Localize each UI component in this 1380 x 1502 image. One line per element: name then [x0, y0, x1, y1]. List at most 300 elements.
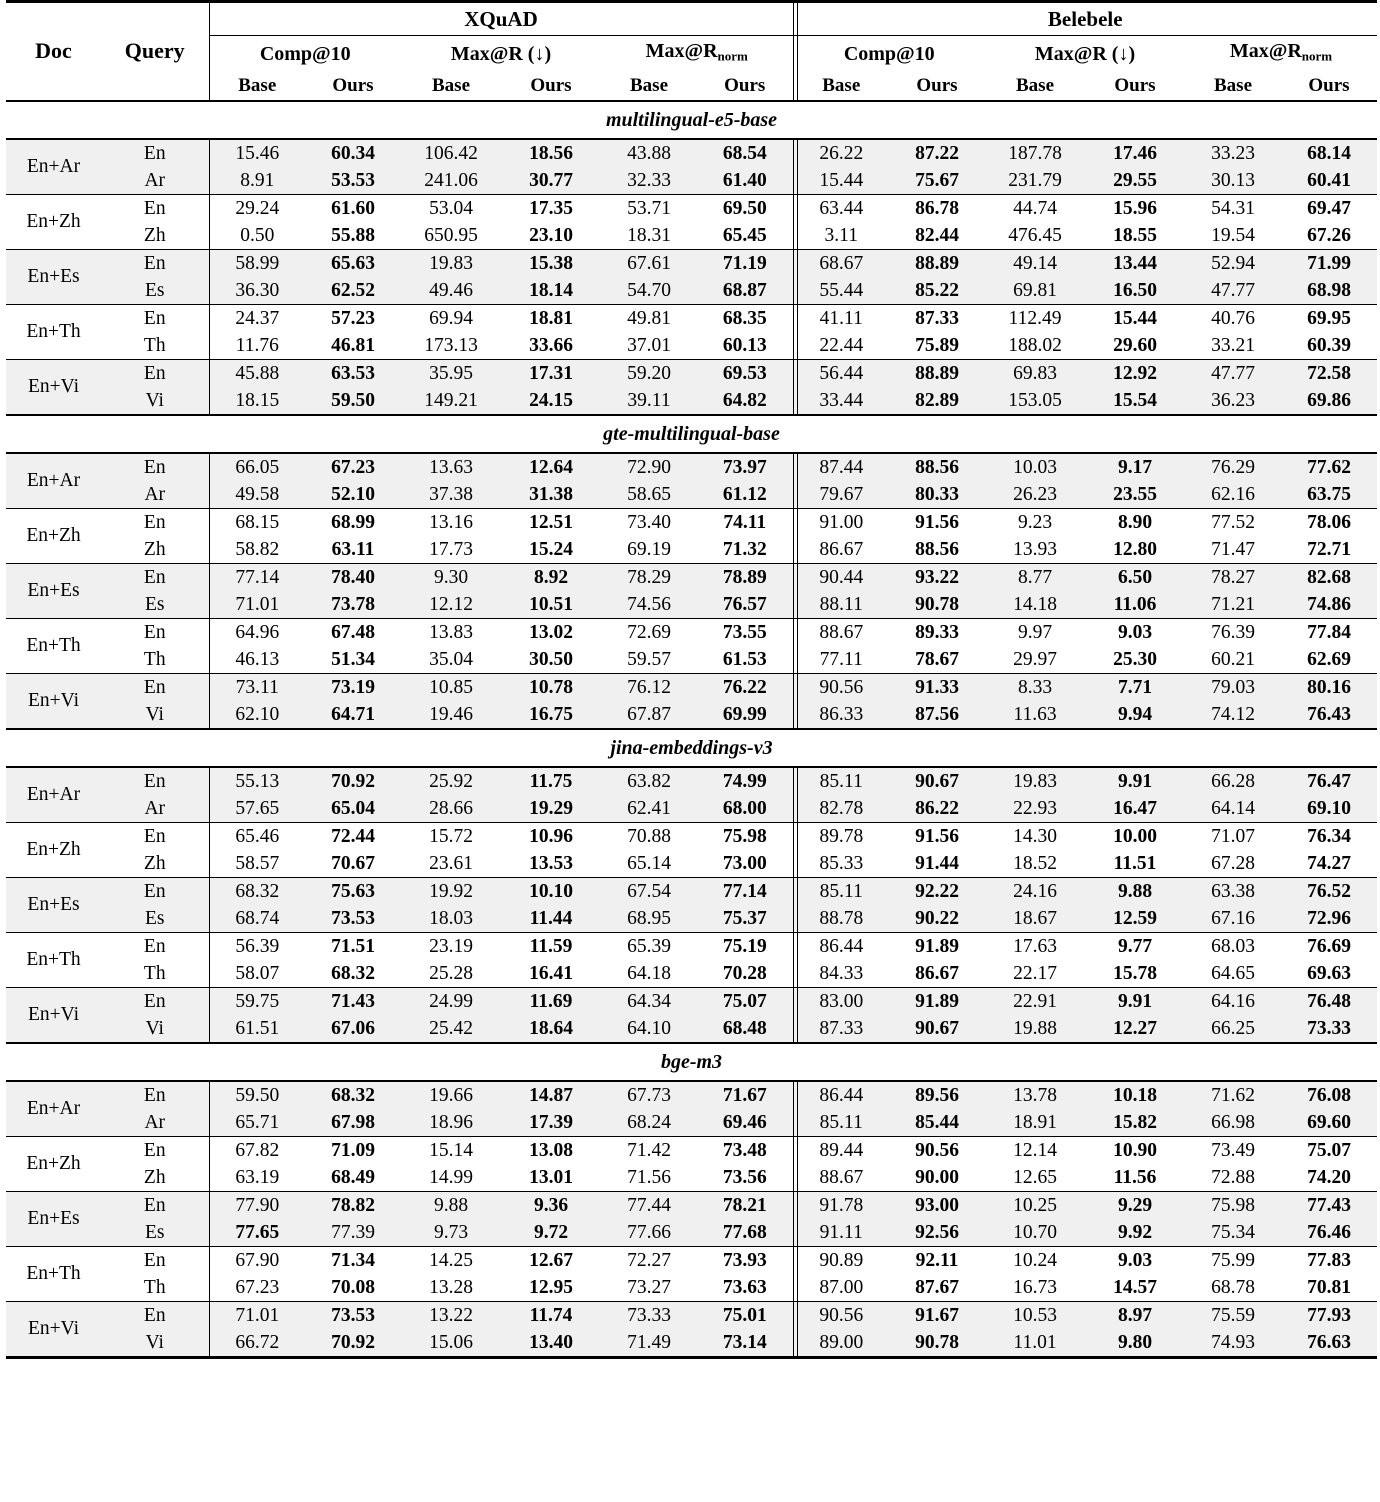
data-cell: 88.67 [793, 618, 889, 646]
data-cell: 65.46 [209, 822, 305, 850]
table-row [6, 1081, 1377, 1109]
data-cell: 43.88 [601, 139, 697, 167]
data-cell: 10.90 [1113, 1139, 1157, 1161]
data-cell: 74.27 [1307, 852, 1351, 874]
data-cell: 18.81 [529, 307, 573, 329]
data-cell: 73.11 [209, 673, 305, 701]
data-cell: 69.60 [1281, 1109, 1377, 1136]
data-cell: 60.34 [305, 139, 401, 167]
data-cell: 61.51 [209, 1015, 305, 1042]
data-cell: 15.44 [793, 167, 889, 194]
data-cell: 77.65 [209, 1219, 305, 1246]
data-cell: 14.18 [985, 591, 1085, 618]
data-cell: 70.92 [305, 767, 401, 795]
data-cell: 91.89 [915, 935, 959, 957]
table-row [6, 536, 1377, 563]
data-cell: 9.80 [1085, 1329, 1185, 1356]
table-row [6, 249, 1377, 277]
data-cell: 16.75 [501, 701, 601, 728]
data-cell: 86.44 [793, 1081, 889, 1109]
data-cell: 71.51 [331, 935, 375, 957]
data-cell: 73.53 [305, 1301, 401, 1329]
row-header-query: En [101, 1301, 209, 1329]
data-cell: 73.97 [697, 453, 793, 481]
data-cell: 74.86 [1281, 591, 1377, 618]
data-cell: 67.06 [305, 1015, 401, 1042]
data-cell: 71.01 [209, 1301, 305, 1329]
data-cell: 86.44 [793, 932, 889, 960]
data-cell: 106.42 [401, 139, 501, 167]
table-row [6, 960, 1377, 987]
data-cell: 18.96 [401, 1109, 501, 1136]
row-header-query: En [101, 453, 209, 481]
data-cell: 14.87 [501, 1081, 601, 1109]
data-cell: 18.15 [209, 387, 305, 414]
row-header-query: En [143, 1249, 166, 1271]
data-cell: 90.89 [793, 1246, 889, 1274]
row-header-query: En [101, 987, 209, 1015]
data-cell: 68.87 [697, 277, 793, 304]
data-cell: 76.57 [697, 591, 793, 618]
table-row [6, 701, 1377, 728]
data-cell: 89.00 [793, 1329, 889, 1356]
data-cell: 77.90 [209, 1191, 305, 1219]
data-cell: 75.37 [697, 905, 793, 932]
row-header-query: En [143, 825, 166, 847]
data-cell: 17.39 [501, 1109, 601, 1136]
data-cell: 76.48 [1281, 987, 1377, 1015]
data-cell: 17.46 [1085, 139, 1185, 167]
data-cell: 90.56 [915, 1139, 959, 1161]
metric-header-belebele-maxrnorm: $Max@R_{norm}$ [1185, 36, 1377, 72]
data-cell: 85.44 [889, 1109, 985, 1136]
data-cell: 89.44 [793, 1136, 889, 1164]
data-cell: 60.39 [1307, 334, 1351, 356]
data-cell: 9.91 [1085, 987, 1185, 1015]
data-cell: 10.18 [1085, 1081, 1185, 1109]
subcol-header-ours: Ours [530, 74, 572, 96]
table-row [6, 591, 1377, 618]
data-cell: 63.11 [331, 538, 375, 560]
data-cell: 64.82 [697, 387, 793, 414]
data-cell: 12.51 [529, 511, 573, 533]
data-cell: 56.44 [793, 359, 889, 387]
data-cell: 77.68 [697, 1219, 793, 1246]
row-header-doc: En+Ar [6, 1081, 101, 1136]
row-header-doc: En+Th [26, 948, 81, 970]
row-header-doc: En+Ar [6, 453, 101, 508]
data-cell: 29.60 [1113, 334, 1157, 356]
data-cell: 17.63 [1013, 935, 1057, 957]
data-cell: 89.33 [915, 621, 959, 643]
data-cell: 80.16 [1281, 673, 1377, 701]
table-row [6, 1301, 1377, 1329]
data-cell: 44.74 [1013, 197, 1057, 219]
data-cell: 74.12 [1185, 701, 1281, 728]
row-header-query: Vi [101, 1015, 209, 1042]
data-cell: 56.39 [209, 932, 305, 960]
data-cell: 91.56 [915, 825, 959, 847]
data-cell: 90.22 [889, 905, 985, 932]
data-cell: 13.83 [429, 621, 473, 643]
data-cell: 62.41 [601, 795, 697, 822]
data-cell: 10.51 [501, 591, 601, 618]
data-cell: 9.29 [1085, 1191, 1185, 1219]
data-cell: 67.87 [601, 701, 697, 728]
data-cell: 15.72 [429, 825, 473, 847]
row-header-doc: En+Vi [6, 359, 101, 414]
data-cell: 76.39 [1211, 621, 1255, 643]
data-cell: 60.21 [1211, 648, 1255, 670]
data-cell: 23.55 [1085, 481, 1185, 508]
data-cell: 71.62 [1185, 1081, 1281, 1109]
data-cell: 8.77 [985, 563, 1085, 591]
data-cell: 18.56 [501, 139, 601, 167]
row-header-query: En [143, 511, 166, 533]
data-cell: 70.92 [305, 1329, 401, 1356]
data-cell: 24.16 [985, 877, 1085, 905]
data-cell: 91.11 [793, 1219, 889, 1246]
data-cell: 53.04 [429, 197, 473, 219]
table-row [6, 850, 1377, 877]
data-cell: 11.63 [985, 701, 1085, 728]
row-header-query: Vi [101, 701, 209, 728]
data-cell: 12.65 [1013, 1166, 1057, 1188]
data-cell: 72.27 [627, 1249, 671, 1271]
metric-header-xquad-maxrnorm: $Max@R_{norm}$ [601, 36, 793, 72]
data-cell: 13.40 [501, 1329, 601, 1356]
data-cell: 37.01 [627, 334, 671, 356]
data-cell: 14.57 [1113, 1276, 1157, 1298]
data-cell: 16.73 [1013, 1276, 1057, 1298]
data-cell: 7.71 [1085, 673, 1185, 701]
data-cell: 13.01 [529, 1166, 573, 1188]
table-row [6, 304, 1377, 332]
data-cell: 72.44 [331, 825, 375, 847]
data-cell: 66.28 [1185, 767, 1281, 795]
subcol-header-ours: Ours [1308, 74, 1350, 96]
table-row [6, 1329, 1377, 1356]
data-cell: 58.99 [209, 249, 305, 277]
data-cell: 11.74 [501, 1301, 601, 1329]
data-cell: 69.94 [429, 307, 473, 329]
data-cell: 93.00 [889, 1191, 985, 1219]
data-cell: 11.06 [1085, 591, 1185, 618]
data-cell: 80.33 [889, 481, 985, 508]
data-cell: 87.67 [915, 1276, 959, 1298]
row-header-doc: En+Vi [6, 673, 101, 728]
data-cell: 22.91 [985, 987, 1085, 1015]
data-cell: 23.61 [429, 852, 473, 874]
data-cell: 49.46 [401, 277, 501, 304]
data-cell: 73.78 [305, 591, 401, 618]
data-cell: 76.08 [1281, 1081, 1377, 1109]
table-row [6, 387, 1377, 414]
table-row [6, 1191, 1377, 1219]
row-header-query: En [143, 935, 166, 957]
data-cell: 18.31 [627, 224, 671, 246]
data-cell: 68.78 [1211, 1276, 1255, 1298]
data-cell: 74.93 [1185, 1329, 1281, 1356]
data-cell: 10.70 [985, 1219, 1085, 1246]
row-header-query: En [101, 767, 209, 795]
row-header-query: Th [143, 334, 166, 356]
data-cell: 19.92 [401, 877, 501, 905]
data-cell: 86.67 [793, 536, 889, 563]
data-cell: 77.14 [697, 877, 793, 905]
data-cell: 83.00 [793, 987, 889, 1015]
data-cell: 62.10 [209, 701, 305, 728]
data-cell: 91.44 [915, 852, 959, 874]
data-cell: 70.28 [722, 962, 767, 984]
subcol-header-ours: Ours [724, 74, 766, 96]
data-cell: 18.64 [501, 1015, 601, 1042]
table-row [6, 1219, 1377, 1246]
row-header-query: En [101, 673, 209, 701]
data-cell: 86.78 [915, 197, 959, 219]
data-cell: 72.71 [1307, 538, 1351, 560]
data-cell: 8.33 [985, 673, 1085, 701]
data-cell: 89.56 [889, 1081, 985, 1109]
data-cell: 71.43 [305, 987, 401, 1015]
data-cell: 77.93 [1281, 1301, 1377, 1329]
data-cell: 73.40 [627, 511, 671, 533]
data-cell: 69.83 [985, 359, 1085, 387]
data-cell: 69.47 [1307, 197, 1351, 219]
data-cell: 46.81 [331, 334, 375, 356]
data-cell: 13.22 [401, 1301, 501, 1329]
data-cell: 35.04 [429, 648, 473, 670]
data-cell: 73.56 [722, 1166, 767, 1188]
table-row [6, 1274, 1377, 1301]
data-cell: 10.53 [985, 1301, 1085, 1329]
table-row [6, 877, 1377, 905]
data-cell: 74.20 [1307, 1166, 1351, 1188]
data-cell: 3.11 [793, 222, 889, 249]
data-cell: 71.47 [1211, 538, 1255, 560]
data-cell: 13.93 [1013, 538, 1057, 560]
data-cell: 61.53 [722, 648, 767, 670]
model-name: jina-embeddings-v3 [6, 729, 1377, 766]
data-cell: 650.95 [424, 224, 478, 246]
subcol-header-base: Base [793, 72, 889, 100]
table-row [6, 167, 1377, 194]
data-cell: 36.23 [1185, 387, 1281, 414]
table-row [6, 905, 1377, 932]
data-cell: 65.04 [305, 795, 401, 822]
data-cell: 53.53 [305, 167, 401, 194]
data-cell: 91.67 [889, 1301, 985, 1329]
row-header-doc: En+Es [6, 563, 101, 618]
data-cell: 9.77 [1117, 935, 1153, 957]
table-row [6, 277, 1377, 304]
data-cell: 68.15 [209, 508, 305, 536]
data-cell: 75.07 [697, 987, 793, 1015]
data-cell: 67.23 [209, 1274, 305, 1301]
data-cell: 79.03 [1185, 673, 1281, 701]
section-title-multilingual-e5-base [6, 101, 1377, 138]
data-cell: 79.67 [793, 481, 889, 508]
data-cell: 11.75 [501, 767, 601, 795]
data-cell: 10.10 [501, 877, 601, 905]
data-cell: 73.53 [305, 905, 401, 932]
data-cell: 24.99 [401, 987, 501, 1015]
data-cell: 13.44 [1085, 249, 1185, 277]
data-cell: 75.99 [1211, 1249, 1255, 1271]
data-cell: 68.32 [331, 962, 375, 984]
data-cell: 68.35 [722, 307, 767, 329]
row-header-query: En [101, 563, 209, 591]
data-cell: 90.78 [889, 591, 985, 618]
table-row [6, 453, 1377, 481]
data-cell: 87.00 [793, 1274, 889, 1301]
data-cell: 76.47 [1281, 767, 1377, 795]
table-row [6, 359, 1377, 387]
data-cell: 77.66 [601, 1219, 697, 1246]
data-cell: 64.65 [1211, 962, 1255, 984]
data-cell: 64.10 [601, 1015, 697, 1042]
data-cell: 92.22 [889, 877, 985, 905]
model-name: multilingual-e5-base [6, 101, 1377, 138]
data-cell: 78.06 [1307, 511, 1351, 533]
data-cell: 73.19 [305, 673, 401, 701]
data-cell: 85.11 [793, 877, 889, 905]
data-cell: 87.44 [793, 453, 889, 481]
row-header-doc: En+Vi [6, 987, 101, 1042]
data-cell: 73.63 [722, 1276, 767, 1298]
data-cell: 74.56 [601, 591, 697, 618]
data-cell: 90.67 [889, 767, 985, 795]
data-cell: 8.91 [209, 167, 305, 194]
data-cell: 11.01 [985, 1329, 1085, 1356]
data-cell: 63.38 [1185, 877, 1281, 905]
data-cell: 29.97 [1013, 648, 1057, 670]
data-cell: 76.46 [1281, 1219, 1377, 1246]
data-cell: 52.94 [1185, 249, 1281, 277]
row-header-query: Th [143, 648, 166, 670]
data-cell: 87.33 [915, 307, 959, 329]
row-header-query: Th [143, 962, 166, 984]
data-cell: 73.00 [722, 852, 767, 874]
data-cell: 68.32 [305, 1081, 401, 1109]
data-cell: 33.23 [1185, 139, 1281, 167]
data-cell: 15.96 [1113, 197, 1157, 219]
data-cell: 67.23 [305, 453, 401, 481]
data-cell: 26.22 [793, 139, 889, 167]
data-cell: 76.52 [1281, 877, 1377, 905]
data-cell: 59.50 [209, 1081, 305, 1109]
data-cell: 59.50 [305, 387, 401, 414]
data-cell: 76.69 [1307, 935, 1351, 957]
data-cell: 85.22 [889, 277, 985, 304]
data-cell: 73.33 [601, 1301, 697, 1329]
data-cell: 71.42 [627, 1139, 671, 1161]
col-header-query: Query [124, 38, 185, 64]
data-cell: 90.78 [889, 1329, 985, 1356]
data-cell: 11.69 [501, 987, 601, 1015]
data-cell: 72.90 [601, 453, 697, 481]
table-row [6, 767, 1377, 795]
table-row [6, 932, 1377, 960]
data-cell: 74.11 [723, 511, 767, 533]
data-cell: 8.92 [501, 563, 601, 591]
data-cell: 10.00 [1113, 825, 1157, 847]
data-cell: 76.22 [697, 673, 793, 701]
data-cell: 88.56 [915, 538, 959, 560]
data-cell: 53.71 [627, 197, 671, 219]
data-cell: 67.98 [305, 1109, 401, 1136]
data-cell: 91.56 [915, 511, 959, 533]
data-cell: 67.26 [1307, 224, 1351, 246]
data-cell: 11.59 [529, 935, 573, 957]
data-cell: 9.72 [501, 1219, 601, 1246]
data-cell: 69.19 [627, 538, 671, 560]
data-cell: 82.78 [793, 795, 889, 822]
table-body [6, 101, 1377, 1358]
subcol-header-base: Base [1214, 74, 1252, 96]
data-cell: 9.94 [1085, 701, 1185, 728]
data-cell: 61.60 [331, 197, 375, 219]
data-cell: 12.92 [1085, 359, 1185, 387]
data-cell: 70.67 [331, 852, 375, 874]
data-cell: 71.99 [1281, 249, 1377, 277]
data-cell: 68.32 [209, 877, 305, 905]
data-cell: 19.66 [401, 1081, 501, 1109]
data-cell: 77.14 [209, 563, 305, 591]
data-cell: 87.33 [793, 1015, 889, 1042]
data-cell: 22.17 [1013, 962, 1057, 984]
table-row [6, 822, 1377, 850]
data-cell: 18.52 [1013, 852, 1057, 874]
data-cell: 90.44 [793, 563, 889, 591]
data-cell: 12.27 [1085, 1015, 1185, 1042]
row-header-query: Ar [101, 795, 209, 822]
data-cell: 26.23 [985, 481, 1085, 508]
data-cell: 88.89 [889, 249, 985, 277]
data-cell: 65.71 [209, 1109, 305, 1136]
subcol-header-ours: Ours [332, 74, 374, 96]
table-row [6, 1246, 1377, 1274]
data-cell: 82.68 [1281, 563, 1377, 591]
data-cell: 188.02 [1008, 334, 1062, 356]
table-row [6, 1015, 1377, 1042]
row-header-query: Zh [143, 224, 166, 246]
data-cell: 92.56 [889, 1219, 985, 1246]
data-cell: 88.56 [889, 453, 985, 481]
data-cell: 29.55 [1085, 167, 1185, 194]
data-cell: 9.88 [1085, 877, 1185, 905]
data-cell: 15.78 [1113, 962, 1157, 984]
data-cell: 90.56 [793, 1301, 889, 1329]
data-cell: 67.54 [601, 877, 697, 905]
row-header-query: Es [101, 277, 209, 304]
data-cell: 30.77 [501, 167, 601, 194]
data-cell: 10.25 [985, 1191, 1085, 1219]
data-cell: 19.46 [401, 701, 501, 728]
data-cell: 76.29 [1185, 453, 1281, 481]
data-cell: 15.82 [1085, 1109, 1185, 1136]
data-cell: 13.16 [429, 511, 473, 533]
data-cell: 30.13 [1185, 167, 1281, 194]
data-cell: 59.20 [601, 359, 697, 387]
data-cell: 18.03 [401, 905, 501, 932]
data-cell: 75.67 [889, 167, 985, 194]
data-cell: 78.89 [697, 563, 793, 591]
data-cell: 88.89 [889, 359, 985, 387]
data-cell: 75.07 [1307, 1139, 1351, 1161]
row-header-query: En [101, 877, 209, 905]
data-cell: 93.22 [889, 563, 985, 591]
